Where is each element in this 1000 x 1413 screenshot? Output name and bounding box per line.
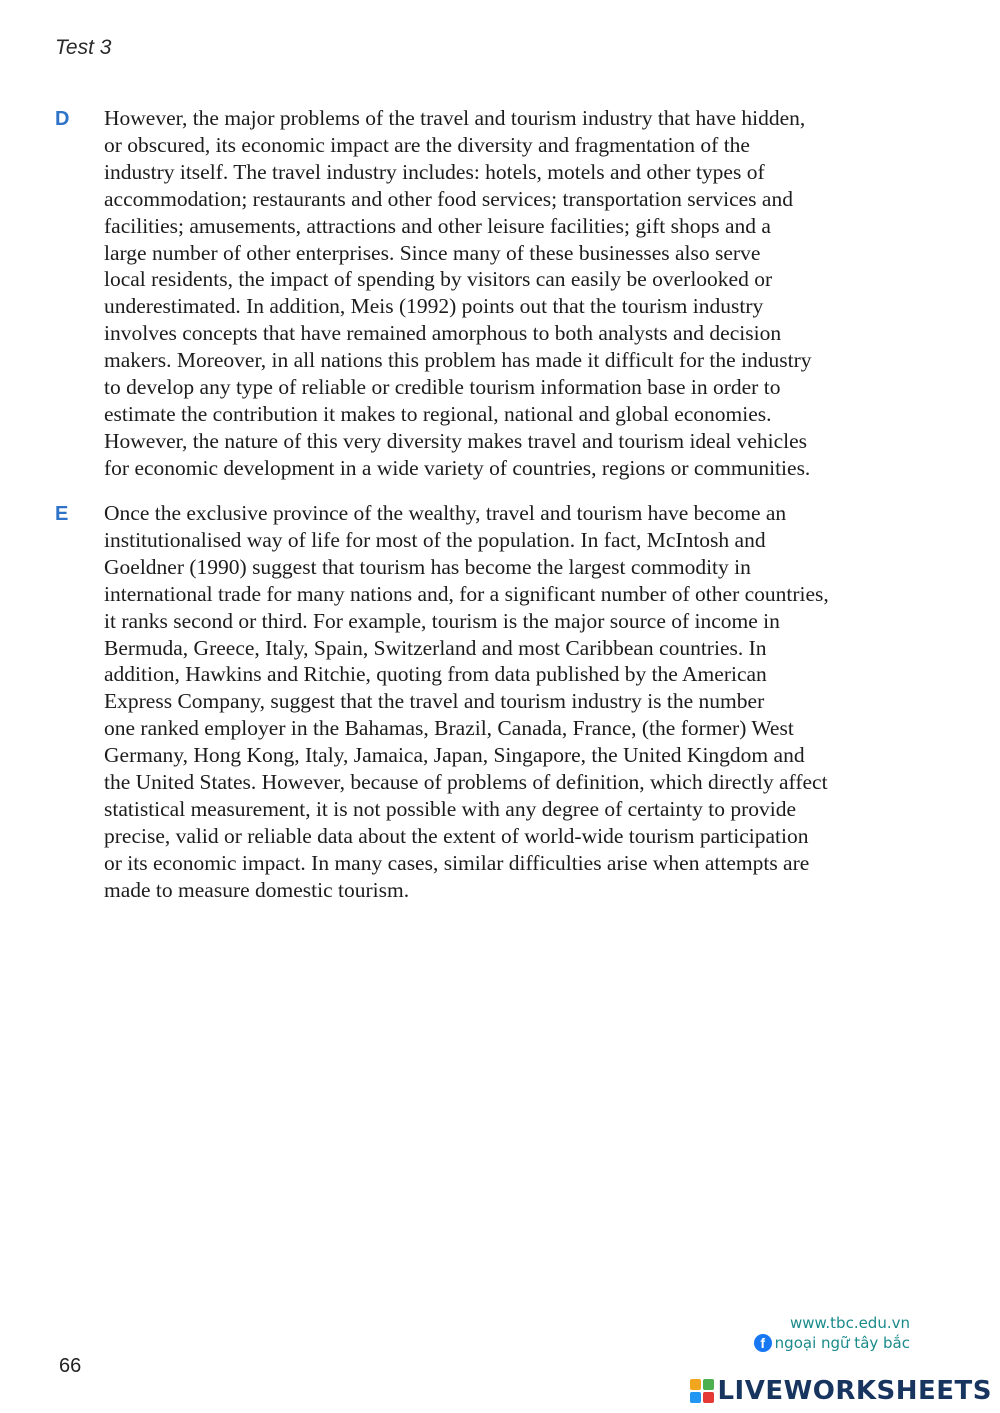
- text-line: involves concepts that have remained amorphous to both analysts and decision: [104, 321, 782, 346]
- text-line: estimate the contribution it makes to regional, national and global economies.: [104, 401, 772, 426]
- paragraph-d-text: [104, 105, 949, 482]
- text-line: the United States. However, because of problems of definition, which directly affect: [104, 770, 828, 795]
- source-credit: [754, 1313, 910, 1353]
- liveworksheets-logo-icon: [690, 1379, 714, 1403]
- text-line: large number of other enterprises. Since many of these businesses also serve: [104, 240, 761, 265]
- text-line: Germany, Hong Kong, Italy, Jamaica, Japan, Singapore, the United Kingdom and: [104, 743, 805, 768]
- website-link[interactable]: www.tbc.edu.vn: [789, 1314, 910, 1332]
- brand-name: LIVEWORKSHEETS: [717, 1376, 992, 1406]
- facebook-icon: f: [754, 1334, 772, 1352]
- text-line: made to measure domestic tourism.: [104, 877, 410, 902]
- text-line: Express Company, suggest that the travel and tourism industry is the number: [104, 689, 765, 714]
- text-line: or its economic impact. In many cases, similar difficulties arise when attempts are: [104, 850, 810, 875]
- liveworksheets-brand[interactable]: [690, 1376, 992, 1406]
- logo-tile: [690, 1379, 701, 1390]
- text-line: Once the exclusive province of the wealthy, travel and tourism have become an: [104, 501, 787, 525]
- text-line: industry itself. The travel industry includes: hotels, motels and other types of: [104, 159, 765, 184]
- paragraph-e-text: [104, 500, 949, 904]
- paragraph-e: [55, 500, 955, 904]
- section-letter-e: E: [55, 503, 69, 525]
- section-letter-d: D: [55, 108, 70, 130]
- facebook-credit[interactable]: [754, 1333, 910, 1353]
- page-number: 66: [59, 1355, 82, 1377]
- logo-tile: [690, 1392, 701, 1403]
- text-line: one ranked employer in the Bahamas, Brazil, Canada, France, (the former) West: [104, 716, 794, 741]
- text-line: addition, Hawkins and Ritchie, quoting from data published by the American: [104, 662, 767, 687]
- text-line: However, the nature of this very diversity makes travel and tourism ideal vehicles: [104, 428, 808, 453]
- text-line: makers. Moreover, in all nations this problem has made it difficult for the industry: [104, 348, 812, 373]
- text-line: Goeldner (1990) suggest that tourism has become the largest commodity in: [104, 554, 751, 579]
- logo-tile: [703, 1392, 714, 1403]
- text-line: accommodation; restaurants and other food services; transportation services and: [104, 186, 793, 211]
- text-line: Bermuda, Greece, Italy, Spain, Switzerland and most Caribbean countries. In: [104, 635, 767, 660]
- paragraph-d: [55, 105, 955, 482]
- text-line: precise, valid or reliable data about the extent of world-wide tourism participation: [104, 823, 809, 848]
- text-line: However, the major problems of the travel and tourism industry that have hidden,: [104, 106, 806, 130]
- text-line: for economic development in a wide variety of countries, regions or communities.: [104, 455, 811, 480]
- text-line: local residents, the impact of spending by visitors can easily be overlooked or: [104, 267, 773, 292]
- text-line: it ranks second or third. For example, tourism is the major source of income in: [104, 608, 780, 633]
- logo-tile: [703, 1379, 714, 1390]
- text-line: or obscured, its economic impact are the diversity and fragmentation of the: [104, 132, 750, 157]
- facebook-page-name: ngoại ngữ tây bắc: [774, 1334, 910, 1352]
- text-line: to develop any type of reliable or credible tourism information base in order to: [104, 375, 781, 400]
- text-line: institutionalised way of life for most of the population. In fact, McIntosh and: [104, 527, 766, 552]
- text-line: facilities; amusements, attractions and other leisure facilities; gift shops and a: [104, 213, 771, 238]
- text-line: international trade for many nations and, for a significant number of other countries,: [104, 581, 829, 606]
- text-line: statistical measurement, it is not possible with any degree of certainty to provide: [104, 796, 796, 821]
- text-line: underestimated. In addition, Meis (1992) points out that the tourism industry: [104, 294, 764, 319]
- page-header-title: Test 3: [55, 36, 112, 59]
